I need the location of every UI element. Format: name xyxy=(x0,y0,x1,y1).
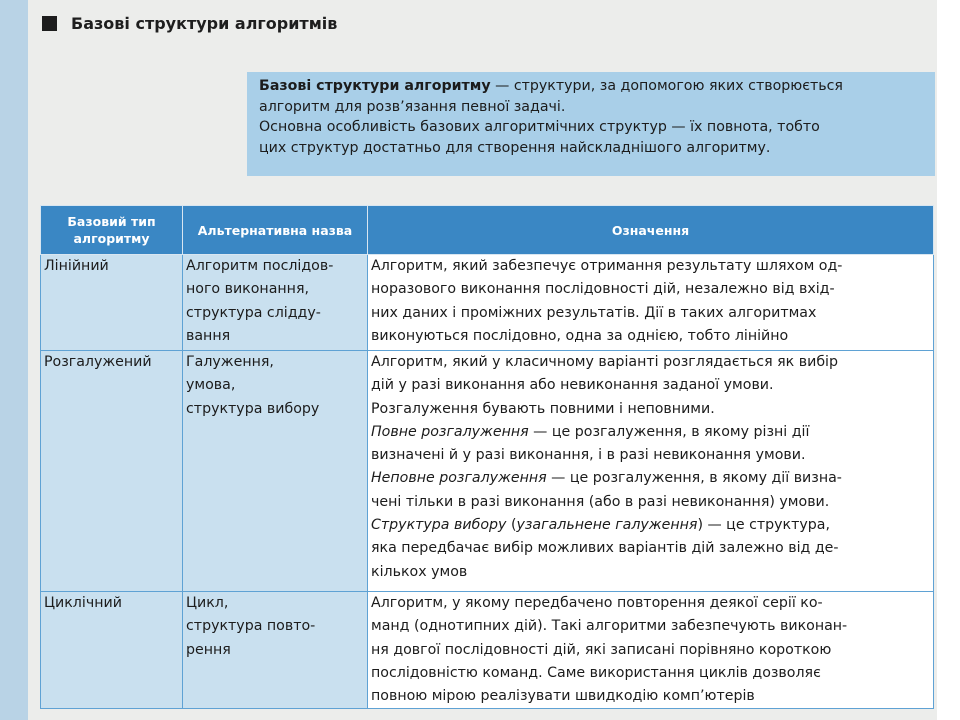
definition-text: манд (однотипних дій). Такі алгоритми забезпечують виконан- xyxy=(371,618,848,635)
algorithm-structures-table xyxy=(40,205,934,709)
section-title: Базові структури алгоритмів xyxy=(71,13,338,33)
alt-name-line: рення xyxy=(186,641,231,658)
square-bullet-icon xyxy=(42,16,57,31)
alt-name-line: Цикл, xyxy=(186,595,229,611)
alt-name-line: структура вибору xyxy=(186,400,320,417)
definition-text: норазового виконання послідовності дій, незалежно від вхід- xyxy=(371,281,835,298)
definition-line xyxy=(371,615,930,638)
definition-line xyxy=(371,374,930,397)
definition-box xyxy=(247,72,935,176)
definition-line-2: алгоритм для розв’язання певної задачі. xyxy=(259,98,566,115)
definition-line xyxy=(371,592,930,615)
column-header-definition: Означення xyxy=(368,206,934,255)
definition-line-4: цих структур достатньо для створення найскладнішого алгоритму. xyxy=(259,139,771,156)
italic-term: Неповне розгалуження xyxy=(371,470,547,487)
alt-name-line: ного виконання, xyxy=(186,281,309,298)
cell-type: Циклічний xyxy=(41,592,183,709)
definition-line xyxy=(371,421,930,444)
alt-name-line: вання xyxy=(186,327,231,344)
table-row xyxy=(41,255,934,351)
definition-line xyxy=(371,255,930,278)
definition-text: — це розгалуження, в якому дії визна- xyxy=(546,470,842,487)
definition-term: Базові структури алгоритму xyxy=(259,78,491,94)
definition-line-3: Основна особливість базових алгоритмічних структур — їх повнота, тобто xyxy=(259,119,820,135)
italic-term: Повне розгалуження xyxy=(371,423,529,440)
alt-name-line: Галуження, xyxy=(186,354,274,370)
alt-name-line: умова, xyxy=(186,377,236,394)
definition-text: Алгоритм, який забезпечує отримання результату шляхом од- xyxy=(371,258,843,274)
definition-text: повною мірою реалізувати швидкодію комп’ютерів xyxy=(371,688,755,705)
left-margin-strip xyxy=(0,0,28,720)
definition-text: Алгоритм, у якому передбачено повторення деякої серії ко- xyxy=(371,595,823,611)
definition-line xyxy=(371,685,930,708)
definition-text: яка передбачає вибір можливих варіантів дій залежно від де- xyxy=(371,540,839,557)
cell-definition xyxy=(368,351,934,592)
cell-definition xyxy=(368,592,934,709)
definition-text: ня довгої послідовності дій, які записані порівняно короткою xyxy=(371,641,832,658)
definition-line xyxy=(371,351,930,374)
definition-line xyxy=(371,662,930,685)
column-header-alt-name: Альтернативна назва xyxy=(183,206,368,255)
table-header-row xyxy=(41,206,934,255)
italic-term: Структура вибору xyxy=(371,517,507,534)
definition-text: чені тільки в разі виконання (або в разі невиконання) умови. xyxy=(371,493,830,510)
cell-alt-name xyxy=(183,592,368,709)
definition-line xyxy=(371,398,930,421)
alt-name-line: структура повто- xyxy=(186,618,316,635)
cell-type: Розгалужений xyxy=(41,351,183,592)
definition-text: — це розгалуження, в якому різні дії xyxy=(528,423,810,440)
alt-name-line: структура слідду- xyxy=(186,304,321,321)
table-row xyxy=(41,351,934,592)
cell-alt-name xyxy=(183,255,368,351)
right-margin xyxy=(937,0,960,720)
alt-name-line: Алгоритм послідов- xyxy=(186,258,334,274)
definition-line-1 xyxy=(259,76,923,97)
column-header-type: Базовий тип алгоритму xyxy=(41,206,183,255)
table-row xyxy=(41,592,934,709)
italic-term: узагальнене галуження xyxy=(516,517,698,534)
definition-text: послідовністю команд. Саме використання циклів дозволяє xyxy=(371,664,821,681)
definition-line xyxy=(371,561,930,584)
definition-line xyxy=(371,639,930,662)
definition-text: ) — це структура, xyxy=(697,517,830,534)
definition-text: Алгоритм, який у класичному варіанті розглядається як вибір xyxy=(371,354,839,370)
definition-text: них даних і проміжних результатів. Дії в таких алгоритмах xyxy=(371,304,817,321)
definition-text: ( xyxy=(506,517,517,534)
cell-type: Лінійний xyxy=(41,255,183,351)
definition-line xyxy=(371,514,930,537)
definition-text: — структури, за допомогою яких створюється xyxy=(490,78,843,94)
section-heading xyxy=(42,10,337,36)
definition-text: кількох умов xyxy=(371,563,468,580)
definition-line xyxy=(371,467,930,490)
cell-definition xyxy=(368,255,934,351)
definition-line xyxy=(371,302,930,325)
definition-text: Розгалуження бувають повними і неповними. xyxy=(371,400,715,417)
definition-text: визначені й у разі виконання, і в разі невиконання умови. xyxy=(371,447,806,464)
definition-line xyxy=(371,537,930,560)
definition-line xyxy=(371,325,930,348)
definition-text: виконуються послідовно, одна за однією, тобто лінійно xyxy=(371,327,789,344)
definition-text: дій у разі виконання або невиконання заданої умови. xyxy=(371,377,774,394)
definition-line xyxy=(371,278,930,301)
cell-alt-name xyxy=(183,351,368,592)
definition-line xyxy=(371,444,930,467)
definition-line xyxy=(371,491,930,514)
